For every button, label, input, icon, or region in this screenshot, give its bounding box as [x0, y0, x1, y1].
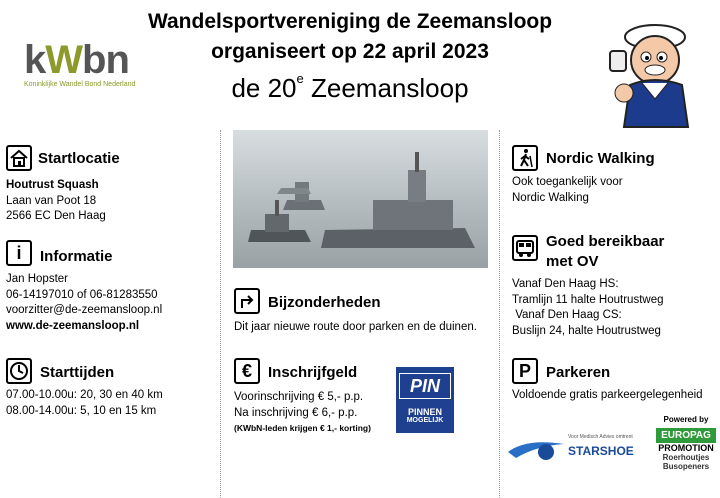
- clock-icon: [6, 358, 32, 384]
- header-line-2: organiseert op 22 april 2023: [211, 40, 489, 63]
- sailor-mascot-image: [600, 15, 700, 130]
- pin-logo: PIN PINNEN MOGELIJK: [396, 367, 454, 433]
- walker-icon: [512, 145, 538, 171]
- informatie-title: Informatie: [40, 248, 113, 265]
- starshoe-logo: Voor Medisch Advies omtrent STARSHOE: [506, 430, 646, 470]
- starttijden-title: Starttijden: [40, 364, 115, 381]
- parking-icon: P: [512, 358, 538, 384]
- header-line-1: Wandelsportvereniging de Zeemansloop: [147, 10, 553, 33]
- informatie-text: Jan Hopster 06-14197010 of 06-81283550 voorzitter@de-zeemansloop.nl www.de-zeemansloop.nl: [6, 272, 162, 334]
- parkeren-title: Parkeren: [546, 364, 611, 381]
- header-line-3: de 20e Zeemansloop: [231, 71, 469, 103]
- europag-logo: Powered by EUROPAG PROMOTION Roerhoutjes Busopeners: [656, 415, 716, 495]
- starttijden-text: 07.00-10.00u: 20, 30 en 40 km 08.00-14.00u: 5, 10 en 15 km: [6, 389, 163, 417]
- column-divider-left: [220, 130, 221, 498]
- inschrijfgeld-text: Voorinschrijving € 5,- p.p. Na inschrijving € 6,- p.p. (KWbN-leden krijgen € 1,- korting): [234, 391, 371, 433]
- bijzonderheden-title: Bijzonderheden: [268, 294, 381, 311]
- navy-ships-photo: [233, 130, 488, 268]
- ov-text: Vanaf Den Haag HS: Tramlijn 11 halte Houtrustweg Vanaf Den Haag CS: Buslijn 24, halte Houtrustweg: [512, 278, 664, 337]
- turn-right-arrow-icon: [234, 288, 260, 314]
- home-icon: [6, 145, 32, 171]
- startlocatie-text: Houtrust Squash Laan van Poot 18 2566 EC Den Haag: [6, 179, 106, 222]
- inschrijfgeld-title: Inschrijfgeld: [268, 364, 358, 381]
- nordic-walking-title: Nordic Walking: [546, 150, 655, 167]
- column-divider-right: [499, 130, 500, 498]
- info-icon: i: [6, 240, 32, 266]
- website-link[interactable]: www.de-zeemansloop.nl: [6, 319, 140, 332]
- starshoe-swoosh-icon: [506, 434, 566, 464]
- bus-icon: [512, 235, 538, 261]
- nordic-walking-text: Ook toegankelijk voor Nordic Walking: [512, 176, 623, 204]
- bijzonderheden-text: Dit jaar nieuwe route door parken en de duinen.: [234, 321, 477, 333]
- parkeren-text: Voldoende gratis parkeergelegenheid: [512, 389, 703, 401]
- kwbn-logo: kWbn Koninklijke Wandel Bond Nederland: [24, 38, 136, 88]
- euro-icon: €: [234, 358, 260, 384]
- ov-title: Goed bereikbaar met OV: [546, 233, 665, 270]
- startlocatie-title: Startlocatie: [38, 150, 120, 167]
